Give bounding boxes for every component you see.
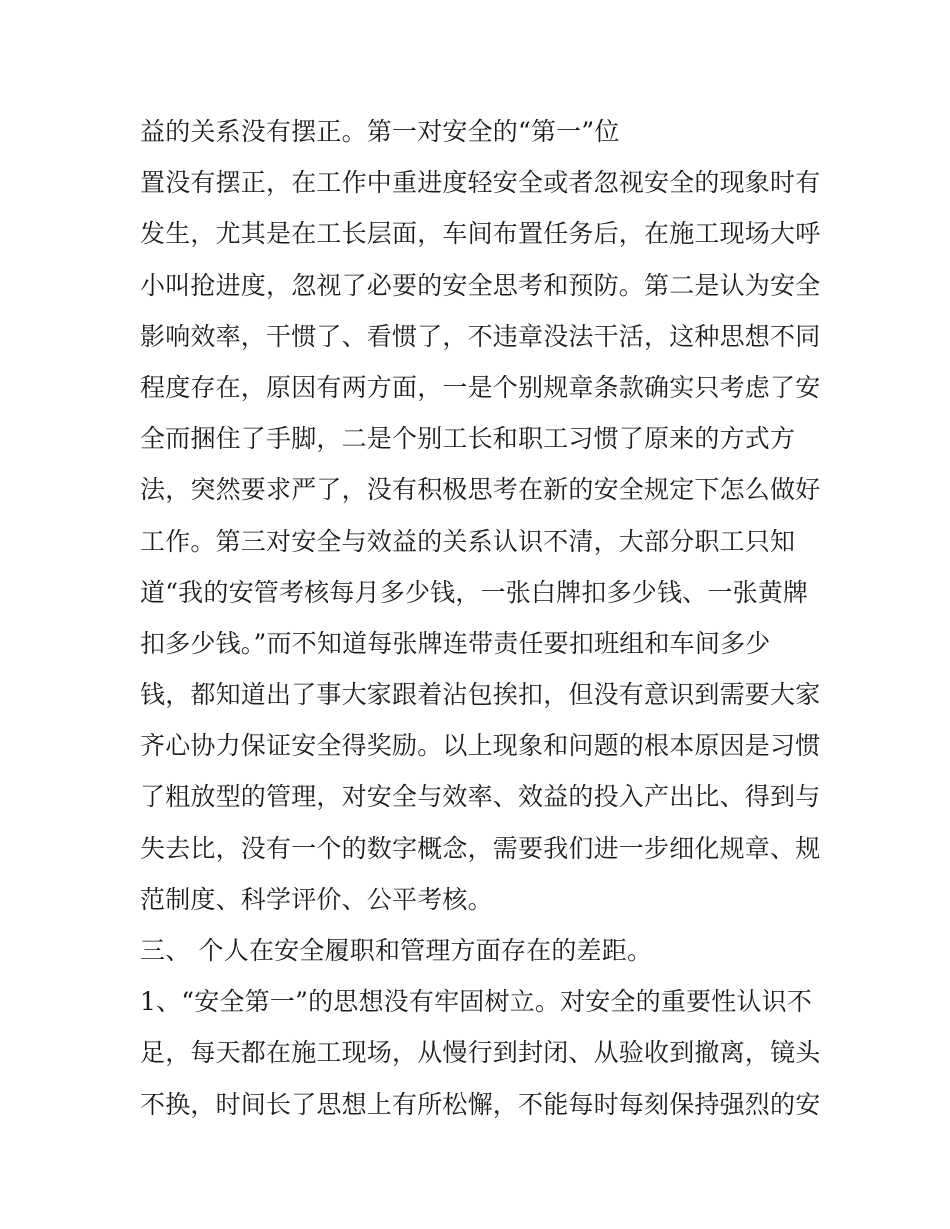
- text-line: 足，每天都在施工现场，从慢行到封闭、从验收到撤离，镜头: [140, 1038, 820, 1068]
- text-line: 置没有摆正，在工作中重进度轻安全或者忽视安全的现象时有: [140, 168, 820, 198]
- text-line: 道“我的安管考核每月多少钱，一张白牌扣多少钱、一张黄牌: [140, 577, 809, 607]
- section-heading: 三、 个人在安全履职和管理方面存在的差距。: [140, 936, 653, 965]
- text-line: 益的关系没有摆正。第一对安全的“第一”位: [140, 117, 620, 146]
- text-line: 全而捆住了手脚，二是个别工长和职工习惯了原来的方式方: [140, 424, 796, 454]
- text-line: 扣多少钱。”而不知道每张牌连带责任要扣班组和车间多少: [140, 628, 771, 658]
- text-line: 工作。第三对安全与效益的关系认识不清，大部分职工只知: [140, 526, 796, 556]
- text-line: 小叫抢进度，忽视了必要的安全思考和预防。第二是认为安全: [140, 270, 820, 300]
- text-line: 影响效率，干惯了、看惯了，不违章没法干活，这种思想不同: [140, 321, 820, 351]
- text-line: 失去比，没有一个的数字概念，需要我们进一步细化规章、规: [140, 833, 820, 863]
- text-line: 法，突然要求严了，没有积极思考在新的安全规定下怎么做好: [140, 475, 820, 505]
- body-text: [140, 106, 820, 1130]
- text-line: 了粗放型的管理，对安全与效率、效益的投入产出比、得到与: [140, 782, 820, 812]
- text-line: 齐心协力保证安全得奖励。以上现象和问题的根本原因是习惯: [140, 731, 820, 761]
- text-line: 范制度、科学评价、公平考核。: [140, 884, 493, 914]
- text-line: 1、“安全第一”的思想没有牢固树立。对安全的重要性认识不: [140, 987, 813, 1017]
- text-line: 程度存在，原因有两方面，一是个别规章条款确实只考虑了安: [140, 372, 820, 402]
- text-line: 不换，时间长了思想上有所松懈，不能每时每刻保持强烈的安: [140, 1089, 820, 1119]
- text-line: 钱，都知道出了事大家跟着沾包挨扣，但没有意识到需要大家: [140, 680, 820, 710]
- text-line: 发生，尤其是在工长层面，车间布置任务后，在施工现场大呼: [140, 219, 820, 249]
